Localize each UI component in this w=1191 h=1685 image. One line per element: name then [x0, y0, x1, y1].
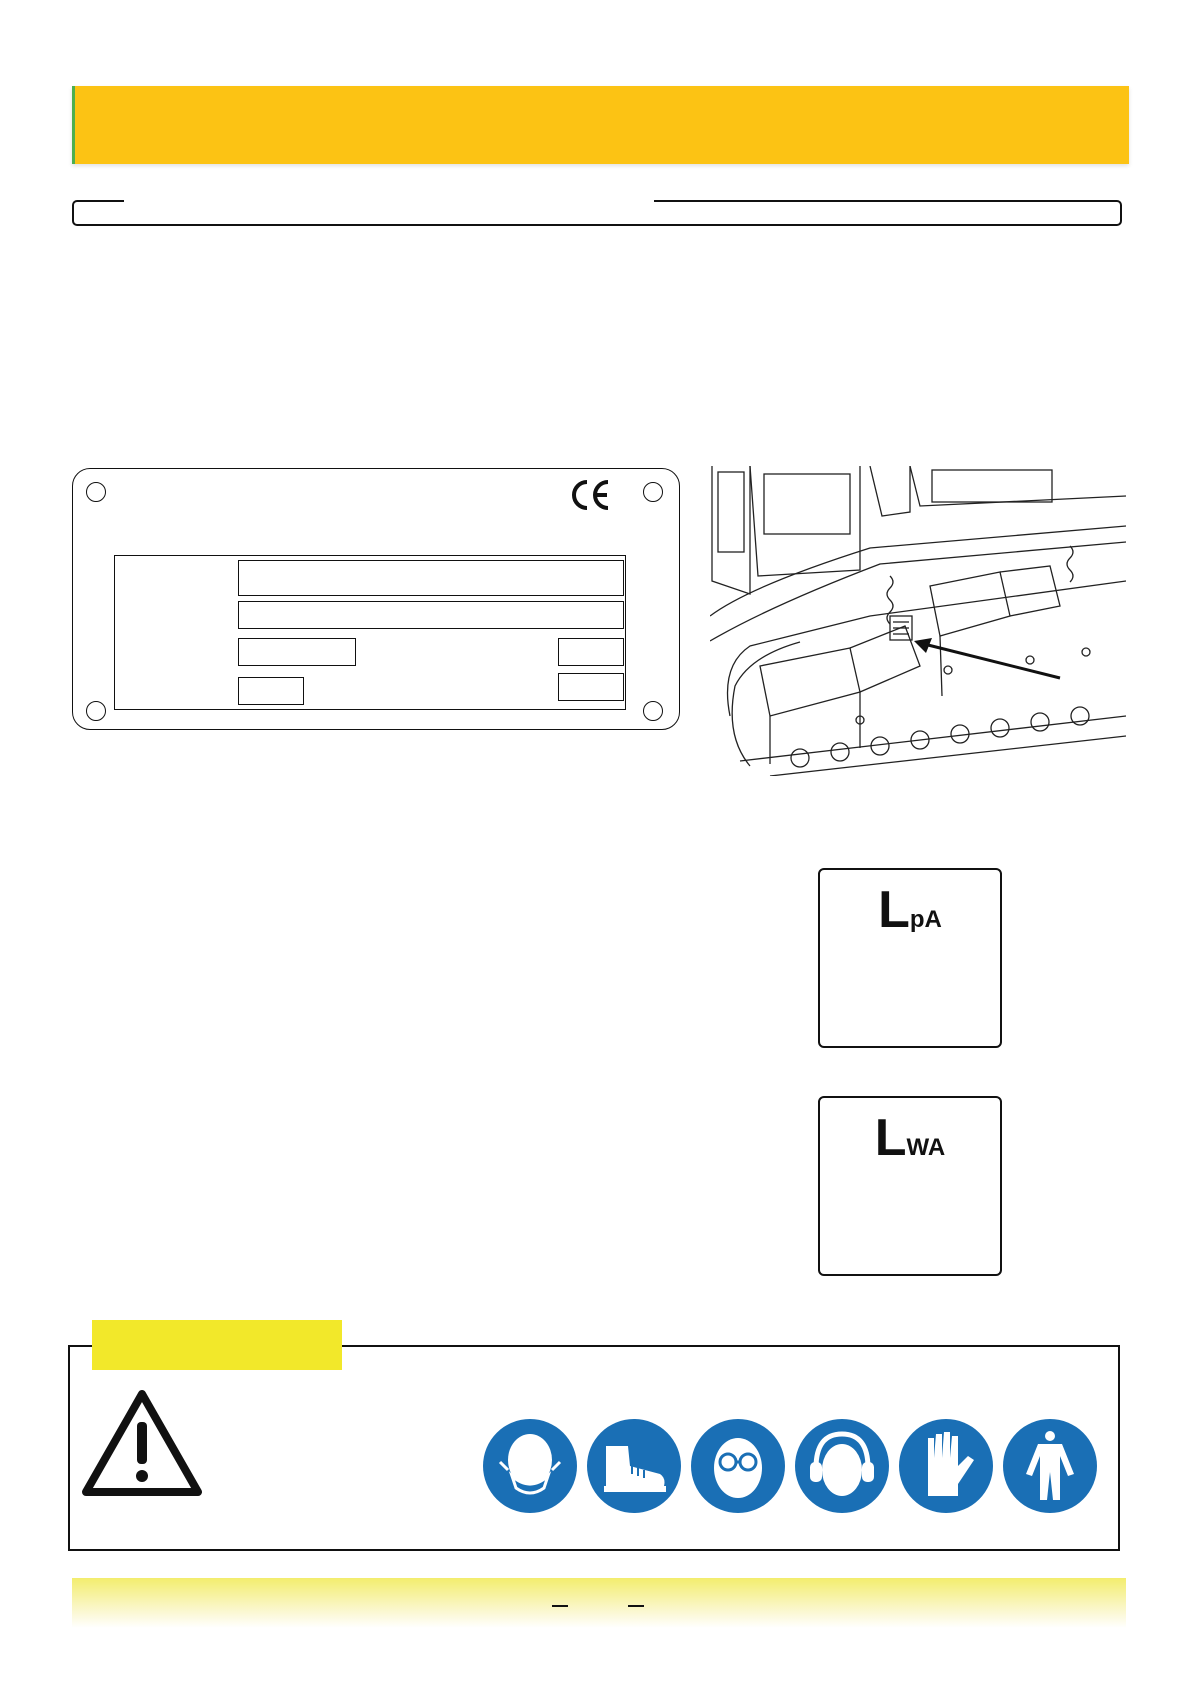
noise-label-letter: L	[878, 881, 910, 939]
sound-pressure-label	[818, 868, 1002, 1048]
footer-page-dash	[552, 1605, 568, 1607]
plate-screw-hole	[643, 482, 663, 502]
plate-field-serial	[238, 601, 624, 629]
section-rule-bar	[72, 200, 1122, 226]
noise-label-subscript: WA	[906, 1134, 946, 1161]
safety-boots-icon	[586, 1418, 682, 1514]
warning-title-tab	[92, 1320, 342, 1370]
footer-band	[72, 1578, 1126, 1628]
plate-field-extra	[558, 673, 624, 701]
header-band	[72, 86, 1129, 164]
plate-screw-hole	[86, 482, 106, 502]
plate-field-power	[558, 638, 624, 666]
ce-mark	[570, 478, 612, 512]
machine-plate-location-illustration	[710, 466, 1126, 776]
plate-field-weight	[238, 638, 356, 666]
overalls-icon	[1002, 1418, 1098, 1514]
plate-screw-hole	[86, 701, 106, 721]
safety-goggles-icon	[690, 1418, 786, 1514]
protective-gloves-icon	[898, 1418, 994, 1514]
plate-field-year	[238, 677, 304, 705]
plate-field-model	[238, 560, 624, 596]
warning-triangle-icon	[80, 1388, 204, 1500]
sound-power-label	[818, 1096, 1002, 1276]
noise-label-letter: L	[874, 1109, 907, 1167]
footer-page-dash	[628, 1605, 644, 1607]
dust-mask-icon	[482, 1418, 578, 1514]
noise-label-subscript: pA	[909, 906, 942, 933]
ear-protection-icon	[794, 1418, 890, 1514]
plate-screw-hole	[643, 701, 663, 721]
